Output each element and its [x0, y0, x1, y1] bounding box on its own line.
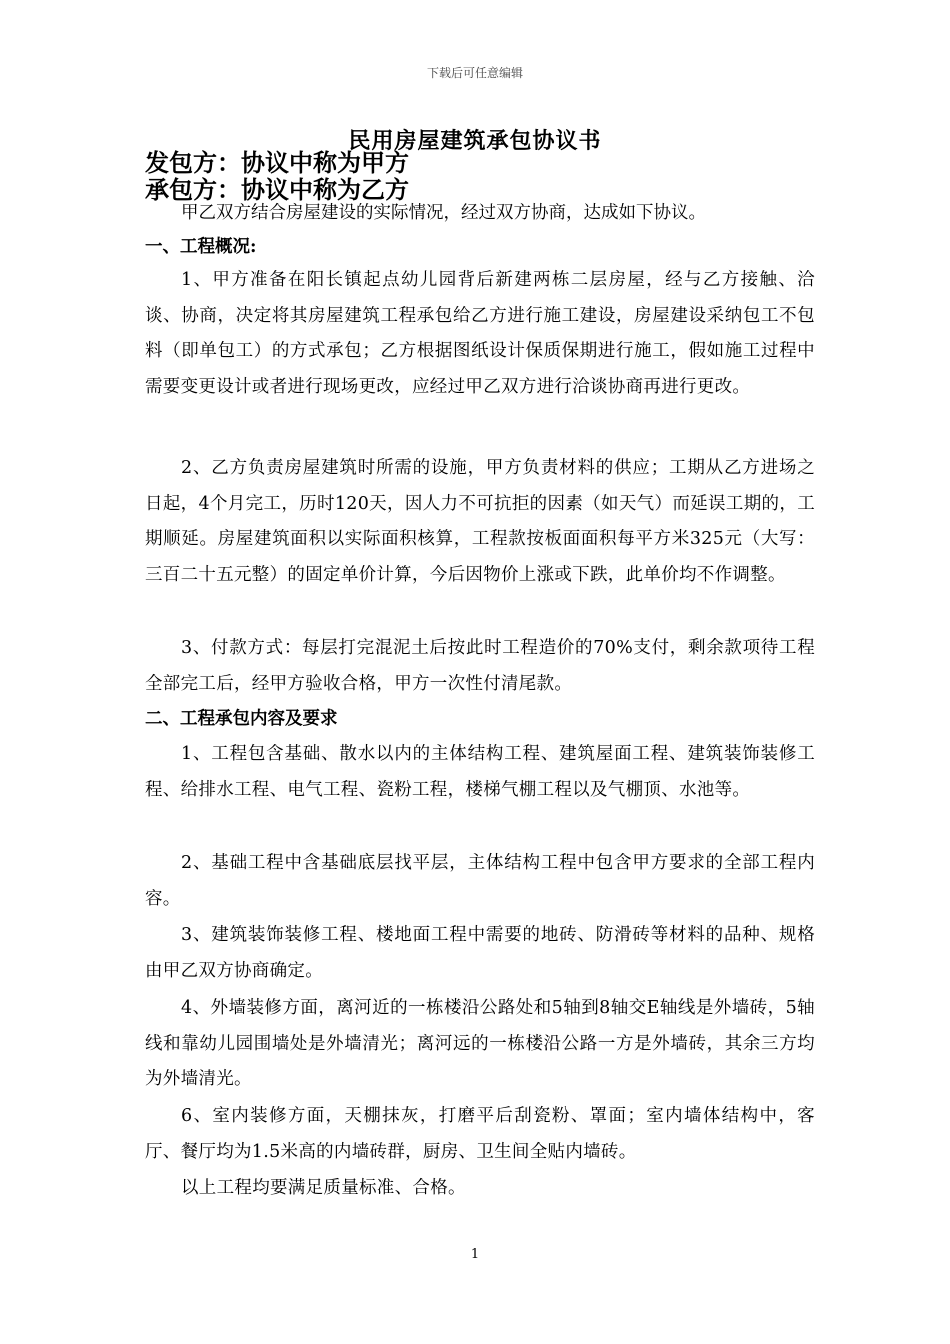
- section-2-heading: 二、工程承包内容及要求: [145, 709, 338, 729]
- section-1-paragraph-2: 2、乙方负责房屋建筑时所需的设施，甲方负责材料的供应；工期从乙方进场之日起，4个月完工，历时120天，因人力不可抗拒的因素（如天气）而延误工期的，工期顺延。房屋建筑面积以实际面积核算，工程款按板面面积每平方米325元（大写：三百二十五元整）的固定单价计算，今后因物价上涨或下跌，此单价均不作调整。: [145, 458, 815, 585]
- section-2-paragraph-1: 1、工程包含基础、散水以内的主体结构工程、建筑屋面工程、建筑装饰装修工程、给排水工程、电气工程、瓷粉工程，楼梯气棚工程以及气棚顶、水池等。: [145, 744, 815, 800]
- section-2-paragraph-6: 以上工程均要满足质量标准、合格。: [181, 1178, 466, 1198]
- page-number: 1: [470, 1247, 480, 1262]
- section-2-paragraph-4: 4、外墙装修方面，离河近的一栋楼沿公路处和5轴到8轴交E轴线是外墙砖，5轴线和靠幼儿园围墙处是外墙清光；离河远的一栋楼沿公路一方是外墙砖，其余三方均为外墙清光。: [145, 998, 815, 1089]
- section-2-paragraph-3: 3、建筑装饰装修工程、楼地面工程中需要的地砖、防滑砖等材料的品种、规格由甲乙双方协商确定。: [145, 925, 815, 981]
- party-a-line: 发包方：协议中称为甲方: [145, 148, 409, 177]
- section-2-paragraph-2: 2、基础工程中含基础底层找平层，主体结构工程中包含甲方要求的全部工程内容。: [145, 853, 815, 909]
- section-1-heading: 一、工程概况:: [145, 237, 257, 257]
- section-1-paragraph-3: 3、付款方式：每层打完混泥土后按此时工程造价的70%支付，剩余款项待工程全部完工后，经甲方验收合格，甲方一次性付清尾款。: [145, 638, 815, 694]
- document-title: 民用房屋建筑承包协议书: [348, 128, 602, 154]
- party-b-line: 承包方：协议中称为乙方: [145, 175, 409, 204]
- header-note: 下载后可任意编辑: [426, 66, 523, 80]
- intro-paragraph: 甲乙双方结合房屋建设的实际情况，经过双方协商，达成如下协议。: [181, 203, 706, 223]
- section-1-paragraph-1: 1、甲方准备在阳长镇起点幼儿园背后新建两栋二层房屋，经与乙方接触、洽谈、协商，决定将其房屋建筑工程承包给乙方进行施工建设，房屋建设采纳包工不包料（即单包工）的方式承包；乙方根据图纸设计保质保期进行施工，假如施工过程中需要变更设计或者进行现场更改，应经过甲乙双方进行洽谈协商再进行更改。: [145, 270, 815, 397]
- section-2-paragraph-5: 6、室内装修方面，天棚抹灰，打磨平后刮瓷粉、罩面；室内墙体结构中，客厅、餐厅均为1.5米高的内墙砖群，厨房、卫生间全贴内墙砖。: [145, 1106, 815, 1162]
